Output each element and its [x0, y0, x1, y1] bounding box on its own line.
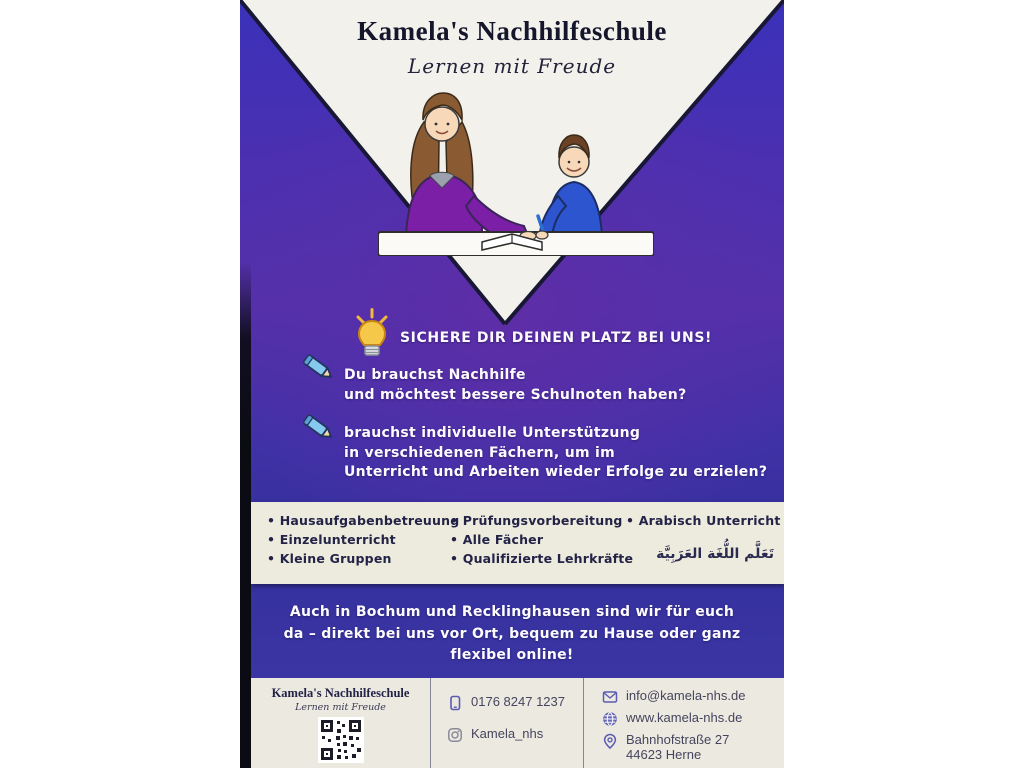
qr-code — [318, 717, 364, 763]
question-2-line-1: brauchst individuelle Unterstützung — [344, 425, 641, 441]
question-2-line-2: in verschiedenen Fächern, um im — [344, 444, 616, 461]
footer-contact-block-2 — [583, 678, 784, 768]
question-1-line-1: Du brauchst Nachhilfe — [344, 367, 526, 383]
offer-item: • Einzelunterricht — [267, 532, 450, 548]
arabic-text: تَعَلَّم اللُّغَة العَرَبِيَّة — [656, 546, 774, 562]
mail-icon — [602, 689, 618, 705]
website-url: www.kamela-nhs.de — [626, 710, 743, 725]
address-line-1: Bahnhofstraße 27 — [626, 732, 730, 747]
page-subtitle: Lernen mit Freude — [407, 54, 617, 78]
footer-contact-block-1 — [430, 678, 583, 768]
flyer-poster — [240, 0, 784, 768]
instagram-handle: Kamela_nhs — [471, 726, 544, 741]
instagram-icon — [447, 727, 463, 743]
instagram-row — [447, 726, 583, 743]
offer-item: • Kleine Gruppen — [267, 551, 450, 567]
offer-item: • Prüfungsvorbereitung — [450, 513, 626, 529]
address-text — [626, 732, 729, 762]
offer-item: • Qualifizierte Lehrkräfte — [450, 551, 626, 567]
email-row — [602, 688, 784, 705]
offers-column-3 — [626, 513, 784, 562]
page-title: Kamela's Nachhilfeschule — [357, 16, 667, 46]
locations-note — [240, 602, 784, 667]
locations-line-1: Auch in Bochum und Recklinghausen sind wir für euch — [289, 604, 735, 620]
address-row — [602, 732, 784, 762]
globe-icon — [602, 711, 618, 727]
offers-column-2 — [450, 513, 634, 567]
location-pin-icon — [602, 733, 618, 749]
footer-logo-title: Kamela's Nachhilfeschule — [271, 686, 410, 700]
offer-item: • Alle Fächer — [450, 532, 626, 548]
headline-text: SICHERE DIR DEINEN PLATZ BEI UNS! — [400, 330, 712, 346]
lightbulb-icon — [350, 308, 394, 360]
question-1-line-2: und möchtest bessere Schulnoten haben? — [344, 386, 687, 403]
pencil-icon — [300, 352, 338, 384]
pencil-icon — [300, 412, 338, 444]
flyer-left-edge — [240, 0, 251, 768]
tutoring-illustration — [378, 84, 654, 256]
phone-icon — [447, 695, 463, 711]
address-line-2: 44623 Herne — [626, 747, 702, 762]
locations-line-2: da – direkt bei uns vor Ort, bequem zu Hause oder ganz — [283, 625, 741, 642]
offer-item: • Hausaufgabenbetreuung — [267, 513, 450, 529]
question-2-line-3: Unterricht und Arbeiten wieder Erfolge zu erzielen? — [344, 464, 768, 480]
question-2 — [344, 424, 767, 483]
email-address: info@kamela-nhs.de — [626, 688, 746, 703]
phone-row — [447, 694, 583, 711]
website-row — [602, 710, 784, 727]
offer-item: • Arabisch Unterricht — [626, 513, 784, 529]
offers-panel — [251, 502, 784, 584]
question-1 — [344, 366, 687, 405]
contact-footer — [251, 678, 784, 768]
locations-line-3: flexibel online! — [450, 647, 574, 663]
phone-number: 0176 8247 1237 — [471, 694, 565, 709]
footer-logo-block — [251, 678, 430, 768]
footer-logo-subtitle: Lernen mit Freude — [295, 702, 386, 713]
offers-column-1 — [267, 513, 460, 567]
